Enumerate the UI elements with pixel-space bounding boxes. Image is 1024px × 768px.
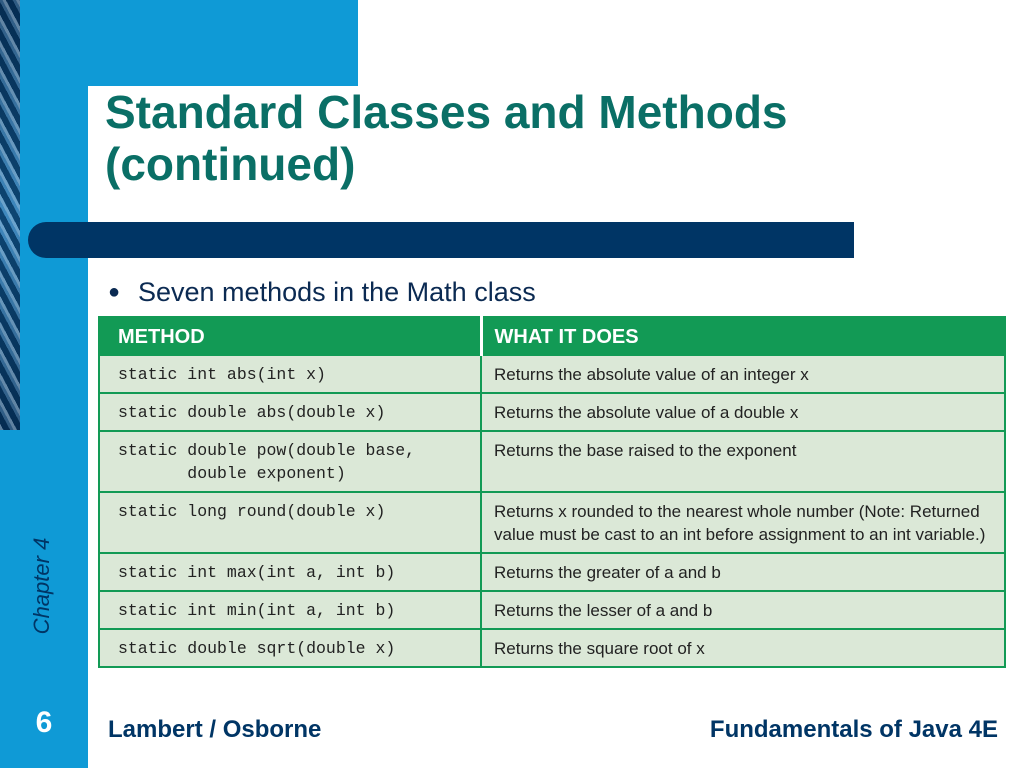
bullet-point <box>108 274 536 310</box>
decorative-stripe-image <box>0 0 20 430</box>
method-description: Returns the greater of a and b <box>481 553 1005 591</box>
method-description: Returns the absolute value of a double x <box>481 393 1005 431</box>
method-description: Returns the base raised to the exponent <box>481 431 1005 492</box>
slide-title: Standard Classes and Methods (continued) <box>105 86 788 190</box>
top-header-band <box>0 0 358 86</box>
method-signature: static long round(double x) <box>99 492 481 553</box>
table-row <box>99 431 1005 492</box>
method-description: Returns the lesser of a and b <box>481 591 1005 629</box>
method-description: Returns the square root of x <box>481 629 1005 667</box>
method-description: Returns x rounded to the nearest whole number (Note: Returned value must be cast to an int before assignment to an int variable.) <box>481 492 1005 553</box>
method-signature: static int max(int a, int b) <box>99 553 481 591</box>
bullet-text: Seven methods in the Math class <box>138 277 536 307</box>
title-divider-bar <box>28 222 854 258</box>
footer-book-title: Fundamentals of Java 4E <box>709 716 998 743</box>
method-signature: static double pow(double base, double exponent) <box>99 431 481 492</box>
math-methods-table <box>98 316 1006 668</box>
method-signature: static int abs(int x) <box>99 355 481 393</box>
table-row <box>99 393 1005 431</box>
table-row <box>99 629 1005 667</box>
table-row <box>99 492 1005 553</box>
table-row <box>99 591 1005 629</box>
table-header-row <box>99 317 1005 355</box>
footer-authors: Lambert / Osborne <box>108 716 322 743</box>
method-signature: static int min(int a, int b) <box>99 591 481 629</box>
column-header-what-it-does: WHAT IT DOES <box>481 317 1005 355</box>
method-description: Returns the absolute value of an integer x <box>481 355 1005 393</box>
method-signature: static double abs(double x) <box>99 393 481 431</box>
page-number: 6 <box>35 706 53 739</box>
table-row <box>99 355 1005 393</box>
table-row <box>99 553 1005 591</box>
column-header-method: METHOD <box>99 317 481 355</box>
chapter-label: Chapter 4 <box>29 537 54 635</box>
method-signature: static double sqrt(double x) <box>99 629 481 667</box>
bullet-dot-icon: ● <box>108 281 121 303</box>
